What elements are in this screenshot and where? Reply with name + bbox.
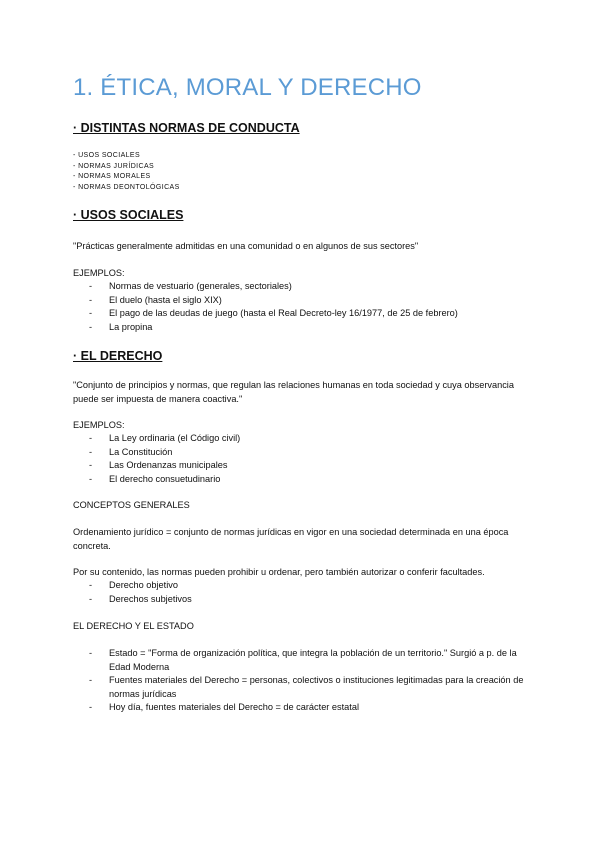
list-item <box>89 321 533 335</box>
list-item-text: Las Ordenanzas municipales <box>109 460 228 470</box>
list-item-text: Estado = "Forma de organización política, que integra la población de un territorio." Surgió a p. de la Edad Moderna <box>109 648 517 672</box>
dash-bullet: - <box>89 580 93 590</box>
usos-examples-list <box>89 280 533 334</box>
list-item-text: El duelo (hasta el siglo XIX) <box>109 294 222 305</box>
derecho-estado-label: EL DERECHO Y EL ESTADO <box>73 621 194 631</box>
dash-bullet: - <box>89 593 93 604</box>
list-item-text: Fuentes materiales del Derecho = personas, colectivos o instituciones legitimadas para la creación de normas jurídicas <box>109 675 524 699</box>
list-item: - USOS SOCIALES <box>73 152 141 159</box>
conceptos-generales-label: CONCEPTOS GENERALES <box>73 500 190 510</box>
list-item: - NORMAS MORALES <box>73 173 151 180</box>
heading-el-derecho: · EL DERECHO <box>73 349 163 363</box>
list-item <box>89 294 533 308</box>
list-item: - NORMAS JURÍDICAS <box>73 162 155 170</box>
list-item <box>89 280 533 294</box>
list-item-text: Derechos subjetivos <box>109 593 192 604</box>
list-item <box>89 432 533 446</box>
contenido-normas: Por su contenido, las normas pueden prohibir u ordenar, pero también autorizar o conferir facultades. <box>73 567 485 577</box>
list-item-text: Hoy día, fuentes materiales del Derecho = de carácter estatal <box>109 702 359 712</box>
list-item: - NORMAS DEONTOLÓGICAS <box>73 183 180 191</box>
list-item <box>89 473 533 487</box>
usos-definition: "Prácticas generalmente admitidas en una comunidad o en algunos de sus sectores" <box>73 241 419 251</box>
list-item-text: Derecho objetivo <box>109 580 178 590</box>
list-item-text: Normas de vestuario (generales, sectoriales) <box>109 281 292 291</box>
derecho-examples-label: EJEMPLOS: <box>73 420 125 430</box>
list-item <box>89 459 533 473</box>
ordenamiento-juridico: Ordenamiento jurídico = conjunto de normas jurídicas en vigor en una sociedad determinada en una época concreta. <box>73 527 509 551</box>
dash-bullet: - <box>89 308 93 318</box>
dash-bullet: - <box>89 702 93 712</box>
normas-list <box>73 151 180 193</box>
list-item-text: La Constitución <box>109 446 173 457</box>
list-item <box>89 593 533 607</box>
dash-bullet: - <box>89 281 93 291</box>
derechos-list <box>89 579 533 606</box>
dash-bullet: - <box>89 433 93 443</box>
list-item <box>89 307 533 321</box>
list-item <box>89 446 533 460</box>
dash-bullet: - <box>89 473 93 484</box>
dash-bullet: - <box>89 446 93 457</box>
list-item-text: El pago de las deudas de juego (hasta el Real Decreto-ley 16/1977, de 25 de febrero) <box>109 308 458 318</box>
list-item <box>89 647 533 674</box>
derecho-examples-list <box>89 432 533 486</box>
derecho-definition: "Conjunto de principios y normas, que regulan las relaciones humanas en toda sociedad y cuya observancia puede ser impuesta de manera coactiva." <box>73 380 514 404</box>
dash-bullet: - <box>89 648 93 658</box>
usos-examples-label: EJEMPLOS: <box>73 268 125 278</box>
list-item-text: El derecho consuetudinario <box>109 473 221 484</box>
list-item <box>89 674 533 701</box>
list-item <box>89 579 533 593</box>
list-item-text: La Ley ordinaria (el Código civil) <box>109 433 241 443</box>
dash-bullet: - <box>89 294 93 305</box>
dash-bullet: - <box>89 460 93 470</box>
heading-distintas-normas: · DISTINTAS NORMAS DE CONDUCTA <box>73 121 300 135</box>
dash-bullet: - <box>89 321 93 332</box>
dash-bullet: - <box>89 675 93 685</box>
heading-usos-sociales: · USOS SOCIALES <box>73 208 184 222</box>
list-item-text: La propina <box>109 321 153 332</box>
estado-list <box>89 647 533 715</box>
page-title: 1. ÉTICA, MORAL Y DERECHO <box>73 74 422 101</box>
list-item <box>89 701 533 715</box>
